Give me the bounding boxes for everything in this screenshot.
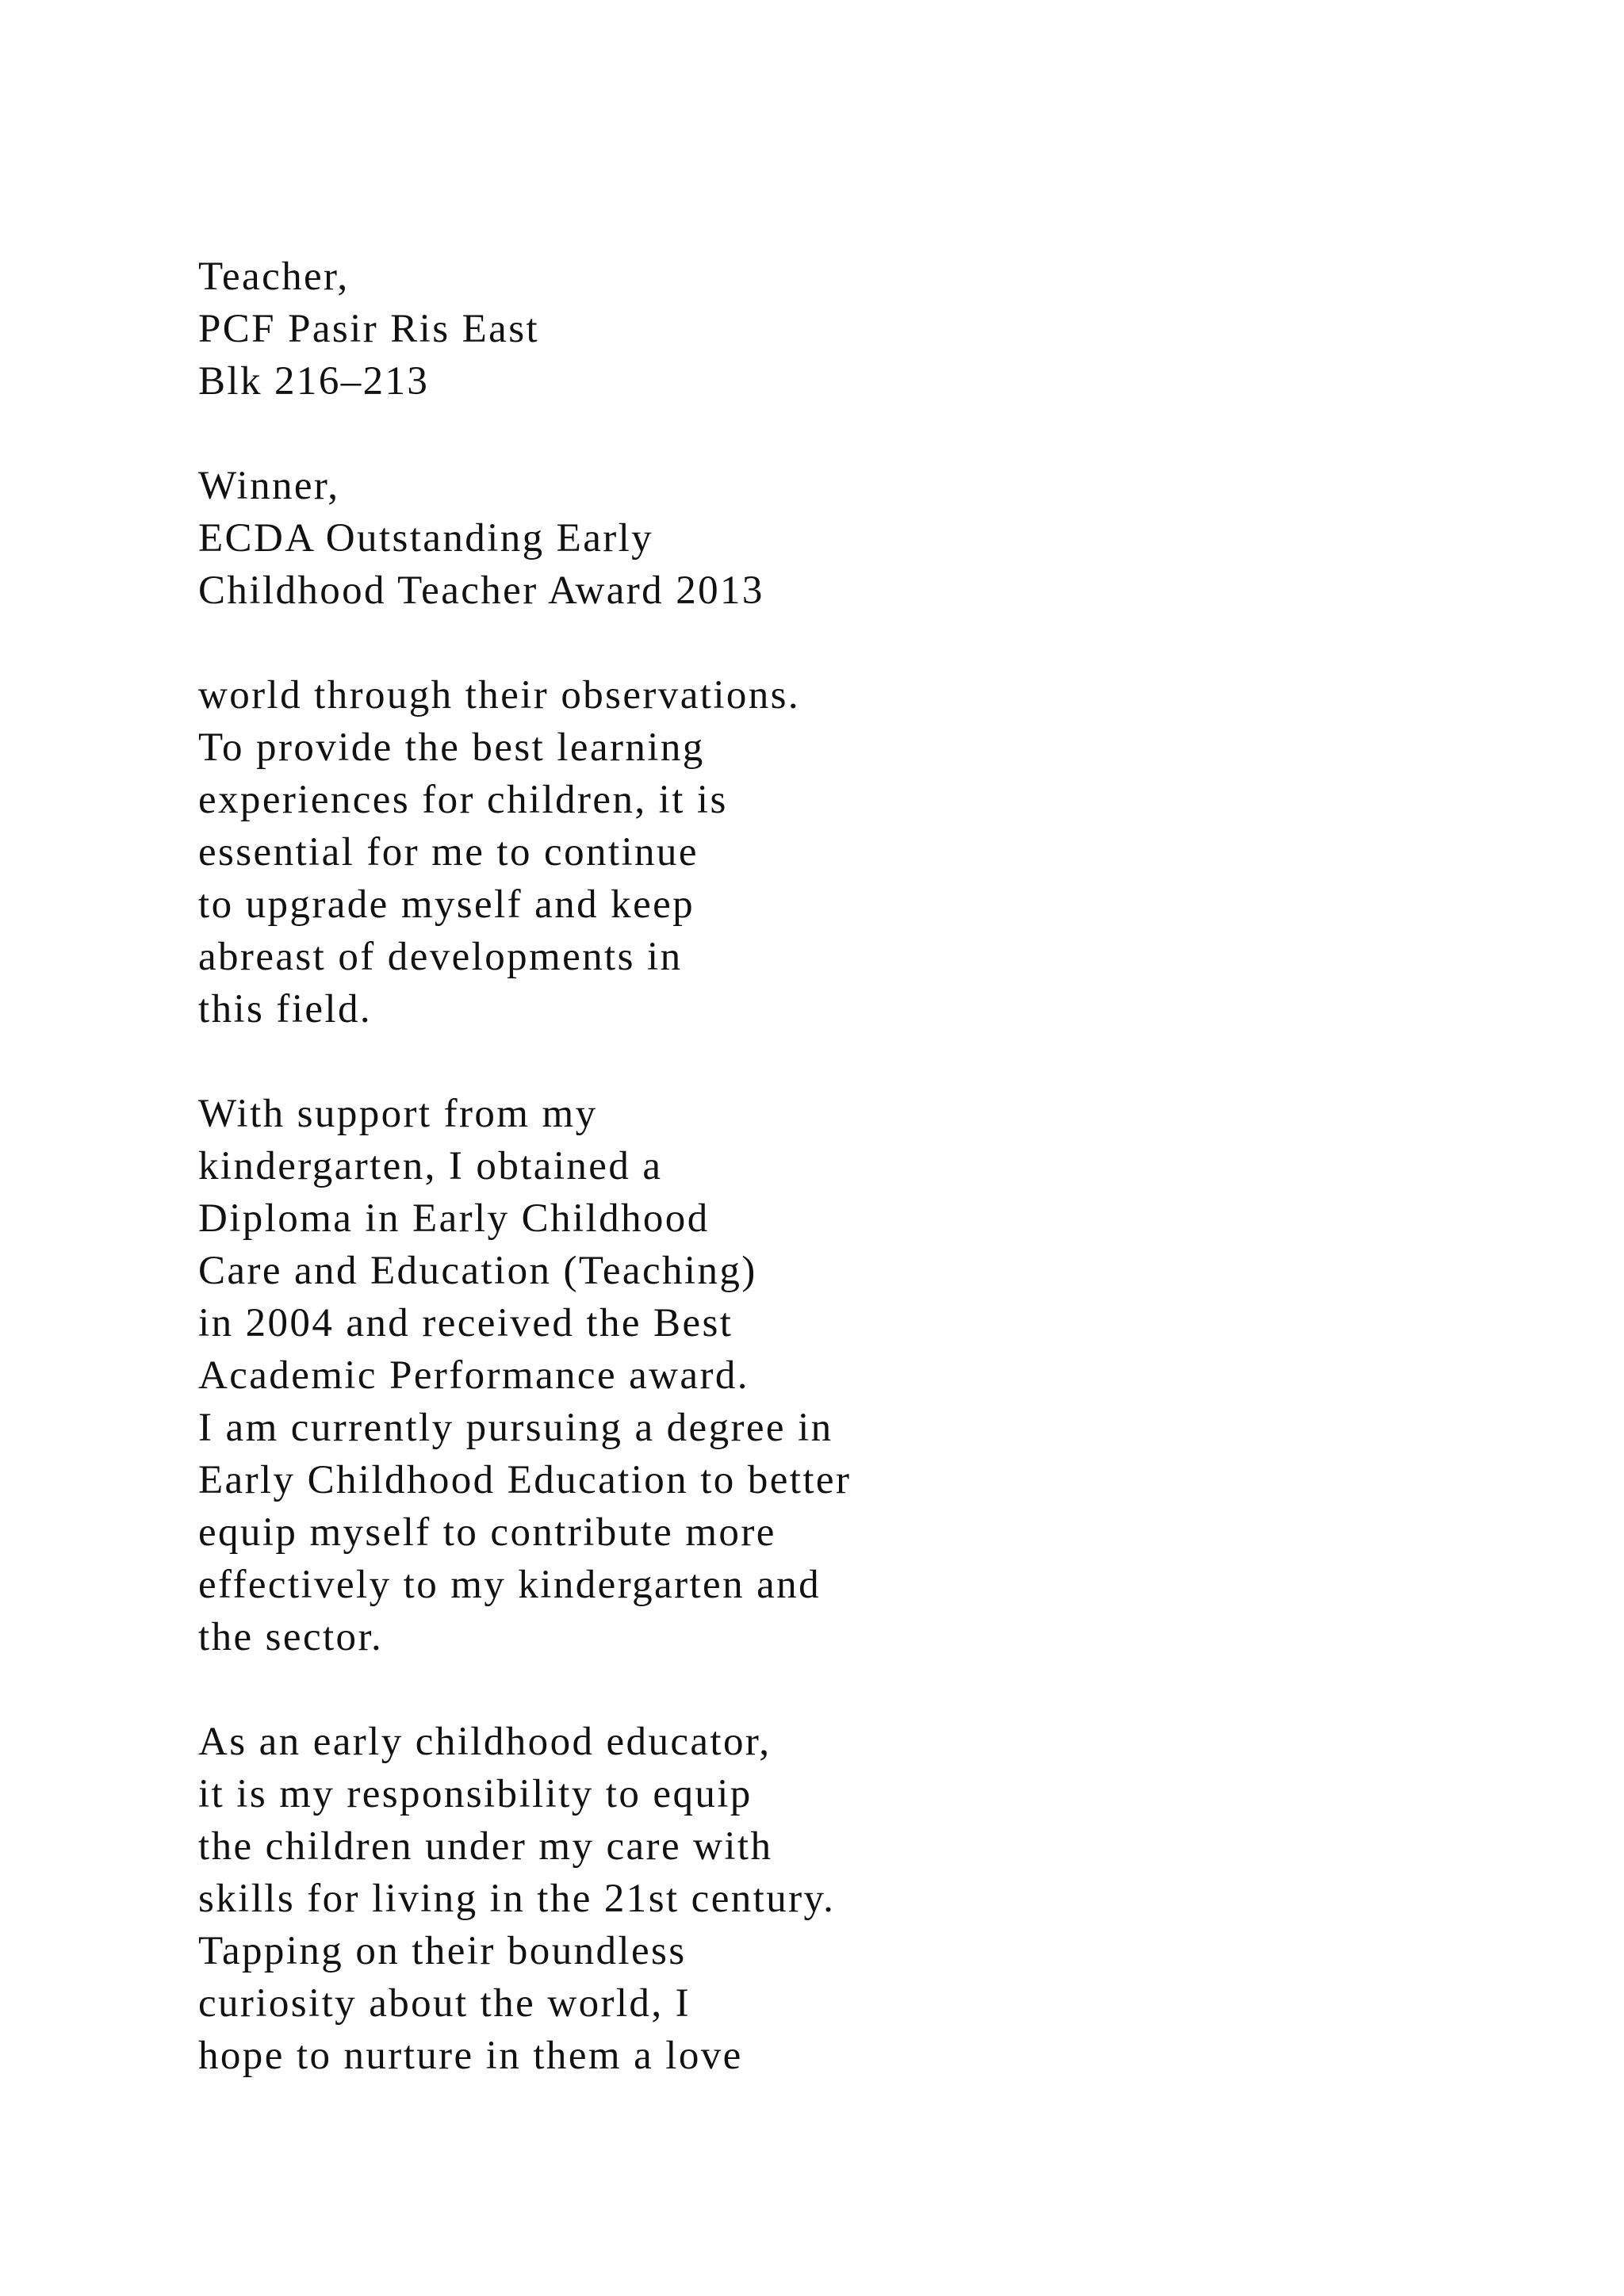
text-line: I am currently pursuing a degree in	[198, 1406, 833, 1450]
text-line: Blk 216–213	[198, 359, 430, 404]
text-line: As an early childhood educator,	[198, 1720, 772, 1764]
text-line: hope to nurture in them a love	[198, 2034, 743, 2078]
text-line: the sector.	[198, 1615, 384, 1659]
text-line: abreast of developments in	[198, 935, 683, 979]
paragraph-responsibility	[198, 1716, 1546, 2082]
text-line: the children under my care with	[198, 1824, 773, 1869]
text-line: Childhood Teacher Award 2013	[198, 568, 764, 613]
paragraph-education	[198, 1088, 1546, 1663]
text-line: With support from my	[198, 1092, 598, 1136]
text-line: PCF Pasir Ris East	[198, 307, 540, 351]
text-line: this field.	[198, 987, 373, 1031]
text-line: kindergarten, I obtained a	[198, 1144, 663, 1188]
text-line: world through their observations.	[198, 673, 801, 718]
text-line: equip myself to contribute more	[198, 1510, 776, 1555]
text-line: Diploma in Early Childhood	[198, 1196, 710, 1241]
text-line: To provide the best learning	[198, 725, 705, 770]
text-line: Academic Performance award.	[198, 1353, 749, 1398]
paragraph-teacher-info	[198, 251, 1546, 408]
text-line: Teacher,	[198, 254, 350, 299]
text-line: effectively to my kindergarten and	[198, 1563, 821, 1607]
document-body	[198, 251, 1546, 2082]
text-line: Early Childhood Education to better	[198, 1458, 852, 1502]
text-line: Tapping on their boundless	[198, 1929, 687, 1973]
paragraph-observations	[198, 669, 1546, 1035]
text-line: Winner,	[198, 464, 340, 508]
text-line: curiosity about the world, I	[198, 1981, 691, 2026]
text-line: experiences for children, it is	[198, 778, 728, 822]
text-line: it is my responsibility to equip	[198, 1772, 753, 1816]
text-line: skills for living in the 21st century.	[198, 1877, 836, 1921]
text-line: ECDA Outstanding Early	[198, 516, 654, 561]
text-line: essential for me to continue	[198, 830, 699, 874]
text-line: in 2004 and received the Best	[198, 1301, 733, 1345]
text-line: to upgrade myself and keep	[198, 882, 695, 927]
text-line: Care and Education (Teaching)	[198, 1249, 757, 1293]
paragraph-award-info	[198, 460, 1546, 617]
